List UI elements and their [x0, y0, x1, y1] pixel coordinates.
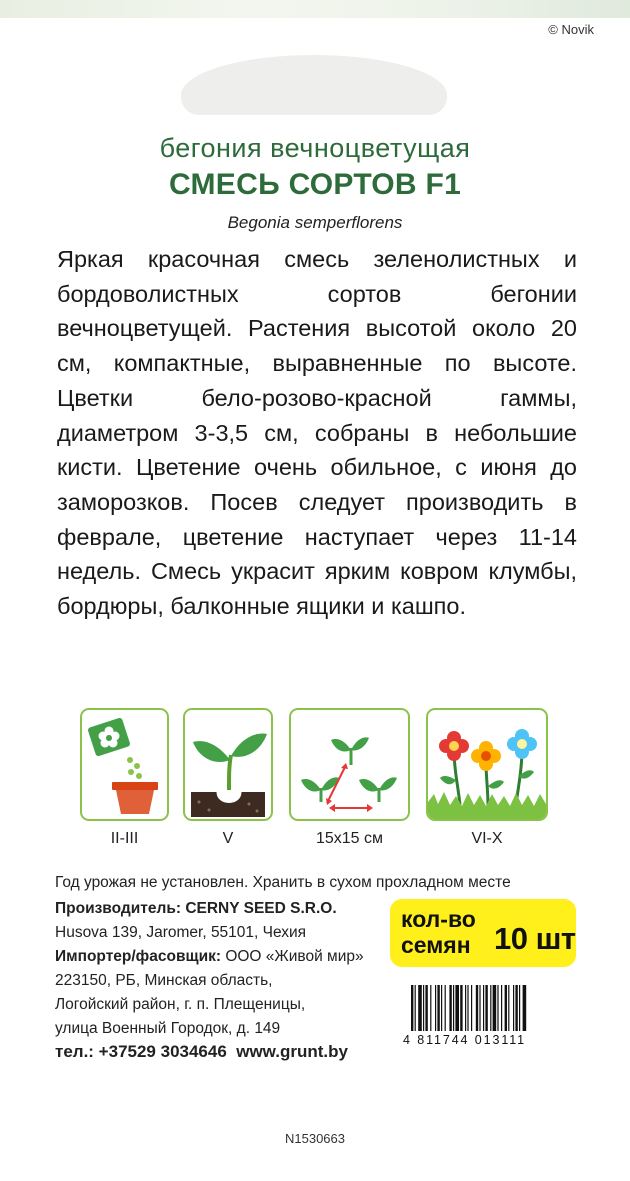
barcode-bar — [508, 985, 509, 1031]
address-line-1: 223150, РБ, Минская область, — [55, 972, 273, 989]
spacing-label: 15x15 см — [315, 830, 384, 847]
address-line-2: Логойский район, г. п. Плещеницы, — [55, 996, 306, 1013]
barcode-bar — [501, 985, 502, 1031]
barcode-bar — [471, 985, 472, 1031]
barcode-bar — [411, 985, 413, 1031]
variety-name: СМЕСЬ СОРТОВ F1 — [168, 168, 462, 201]
barcode-bar — [490, 985, 491, 1031]
barcode-bar — [513, 985, 514, 1031]
barcode-bar — [493, 985, 497, 1031]
contacts: тел.: +37529 3034646 www.grunt.by — [55, 1042, 348, 1061]
barcode-bar — [483, 985, 484, 1031]
quantity-label — [401, 906, 476, 958]
top-photo-strip — [0, 0, 630, 18]
barcode-bar — [455, 985, 459, 1031]
seed-quantity-badge — [390, 899, 576, 967]
sowing-period-label: II-III — [110, 830, 139, 847]
storage-note: Год урожая не установлен. Хранить в сухом прохладном месте — [55, 874, 511, 891]
quantity-label-line-2: семян — [401, 932, 471, 958]
barcode-bar — [460, 985, 462, 1031]
importer-name: ООО «Живой мир» — [221, 948, 364, 965]
seedling-period-label: V — [222, 830, 234, 847]
barcode-bar — [445, 985, 446, 1031]
barcode-bar — [485, 985, 487, 1031]
barcode-bar — [425, 985, 427, 1031]
barcode-bar — [523, 985, 527, 1031]
product-title: бегония вечноцветущая — [159, 133, 471, 163]
barcode-digits: 4 811744 013111 — [403, 1033, 527, 1047]
seedling-icon — [183, 708, 273, 821]
barcode-bar — [415, 985, 416, 1031]
latin-name: Begonia semperflorens — [227, 213, 403, 232]
barcode-bar — [515, 985, 517, 1031]
barcode-bar — [467, 985, 468, 1031]
barcode-bar — [465, 985, 466, 1031]
barcode-bar — [497, 985, 498, 1031]
quantity-label-line-1: кол-во — [401, 906, 476, 932]
barcode-bar — [435, 985, 436, 1031]
barcode-bar — [519, 985, 520, 1031]
barcode-bar — [479, 985, 480, 1031]
barcode-bar — [418, 985, 422, 1031]
order-number: N1530663 — [285, 1131, 345, 1146]
barcode-bar — [423, 985, 424, 1031]
barcode-bar — [441, 985, 442, 1031]
quantity-value: 10 шт — [494, 921, 576, 956]
barcode-bar — [437, 985, 439, 1031]
flowering-icon — [426, 708, 548, 821]
flowering-period-label: VI-X — [471, 830, 503, 847]
manufacturer: Производитель: CERNY SEED S.R.O. — [55, 900, 337, 917]
importer — [55, 948, 364, 966]
barcode-bar — [505, 985, 507, 1031]
copyright: © Novik — [548, 22, 594, 37]
barcode-bar — [449, 985, 451, 1031]
barcode-bar — [476, 985, 478, 1031]
description: Яркая красочная смесь зеленолистных и бордоволистных сортов бегонии вечноцветущей. Растения высотой около 20 см, компактные, выравненные по высоте. Цветки бело-розово-красной гаммы, диаметром 3-3,5 см, собраны в небольшие кисти. Цветение очень обильное, с июня до заморозков. Посев следует производить в феврале, цветение наступает через 11-14 недель. Смесь украсит ярким ковром клумбы, бордюры, балконные ящики и кашпо. — [57, 246, 577, 620]
sowing-pot-icon — [80, 708, 169, 821]
importer-label: Импортер/фасовщик: — [55, 948, 222, 965]
manufacturer-address: Husova 139, Jaromer, 55101, Чехия — [55, 924, 307, 941]
hang-hole — [181, 55, 447, 115]
address-line-3: улица Военный Городок, д. 149 — [55, 1020, 281, 1037]
barcode-bar — [453, 985, 454, 1031]
planting-spacing-icon — [289, 708, 410, 821]
barcode-bar — [430, 985, 431, 1031]
